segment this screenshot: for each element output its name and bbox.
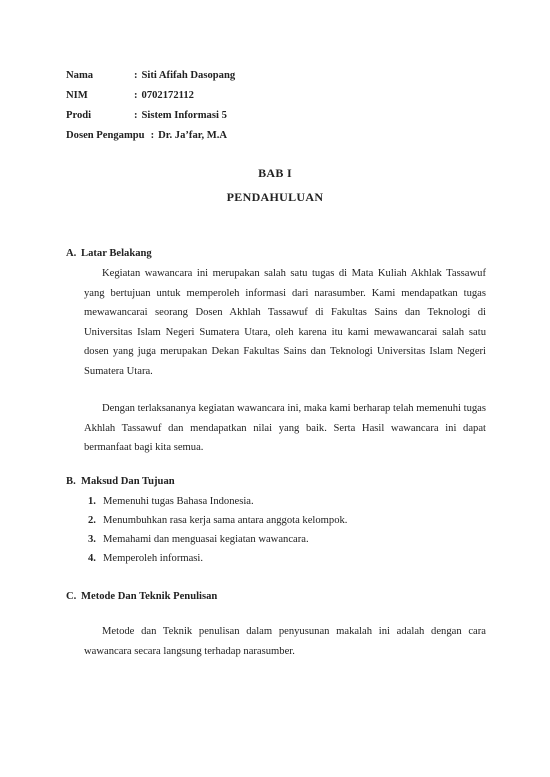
section-marker: C.: [66, 591, 77, 602]
list-text: Memperoleh informasi.: [103, 553, 204, 564]
student-info: [66, 66, 235, 146]
objectives-list: [88, 492, 347, 568]
chapter-title: PENDAHULUAN: [226, 190, 324, 204]
paragraph-text: Metode dan Teknik penulisan dalam penyusunan makalah ini adalah dengan cara wawancara secara langsung terhadap narasumber.: [84, 626, 486, 657]
list-number: 2.: [88, 515, 96, 526]
list-item: [88, 530, 347, 549]
info-label: Prodi: [66, 110, 92, 121]
info-row-prodi: [66, 106, 235, 126]
section-a-heading: [66, 248, 152, 259]
section-marker: A.: [66, 248, 77, 259]
info-value: 0702172112: [141, 90, 194, 101]
info-separator: :: [150, 130, 155, 141]
section-title: Latar Belakang: [81, 248, 152, 259]
section-title: Maksud Dan Tujuan: [81, 476, 175, 487]
section-title: Metode Dan Teknik Penulisan: [81, 591, 218, 602]
info-label: Dosen Pengampu: [66, 130, 145, 141]
list-item: [88, 549, 347, 568]
section-c-heading: [66, 591, 217, 602]
chapter-number: BAB I: [258, 166, 292, 180]
list-item: [88, 511, 347, 530]
info-separator: :: [134, 70, 138, 81]
section-a-paragraph-1: [84, 264, 486, 381]
paragraph-text: Kegiatan wawancara ini merupakan salah satu tugas di Mata Kuliah Akhlak Tassawuf yang bertujuan untuk memperoleh informasi dari narasumber. Kami mendapatkan tugas mewawancarai seorang Dosen Akhlah Tassawuf di Fakultas Sains dan Teknologi di Universitas Islam Negeri Sumatera Utara, oleh karena itu kami mewawancarai salah satu dosen yang juga merupakan Dekan Fakultas Sains dan Teknologi Universitas Islam Negeri Sumatera Utara.: [84, 268, 486, 377]
section-marker: B.: [66, 476, 76, 487]
info-label: NIM: [66, 90, 88, 101]
list-item: [88, 492, 347, 511]
info-value: Siti Afifah Dasopang: [141, 70, 236, 81]
section-b-heading: [66, 476, 175, 487]
list-text: Menumbuhkan rasa kerja sama antara anggota kelompok.: [103, 515, 348, 526]
info-row-nim: [66, 86, 235, 106]
section-c-paragraph: [84, 622, 486, 661]
info-separator: :: [134, 90, 138, 101]
list-number: 1.: [88, 496, 96, 507]
list-text: Memahami dan menguasai kegiatan wawancara.: [103, 534, 309, 545]
info-separator: :: [134, 110, 138, 121]
list-number: 4.: [88, 553, 96, 564]
paragraph-text: Dengan terlaksananya kegiatan wawancara ini, maka kami berharap telah memenuhi tugas Akhlah Tassawuf dan mendapatkan nilai yang baik. Serta Hasil wawancara ini dapat bermanfaat bagi kita semua.: [84, 403, 486, 453]
list-text: Memenuhi tugas Bahasa Indonesia.: [103, 496, 254, 507]
info-row-name: [66, 66, 235, 86]
info-value: Sistem Informasi 5: [141, 110, 227, 121]
info-label: Nama: [66, 70, 94, 81]
list-number: 3.: [88, 534, 96, 545]
section-a-paragraph-2: [84, 399, 486, 458]
info-row-lecturer: [66, 126, 235, 146]
info-value: Dr. Ja’far, M.A: [158, 130, 228, 141]
